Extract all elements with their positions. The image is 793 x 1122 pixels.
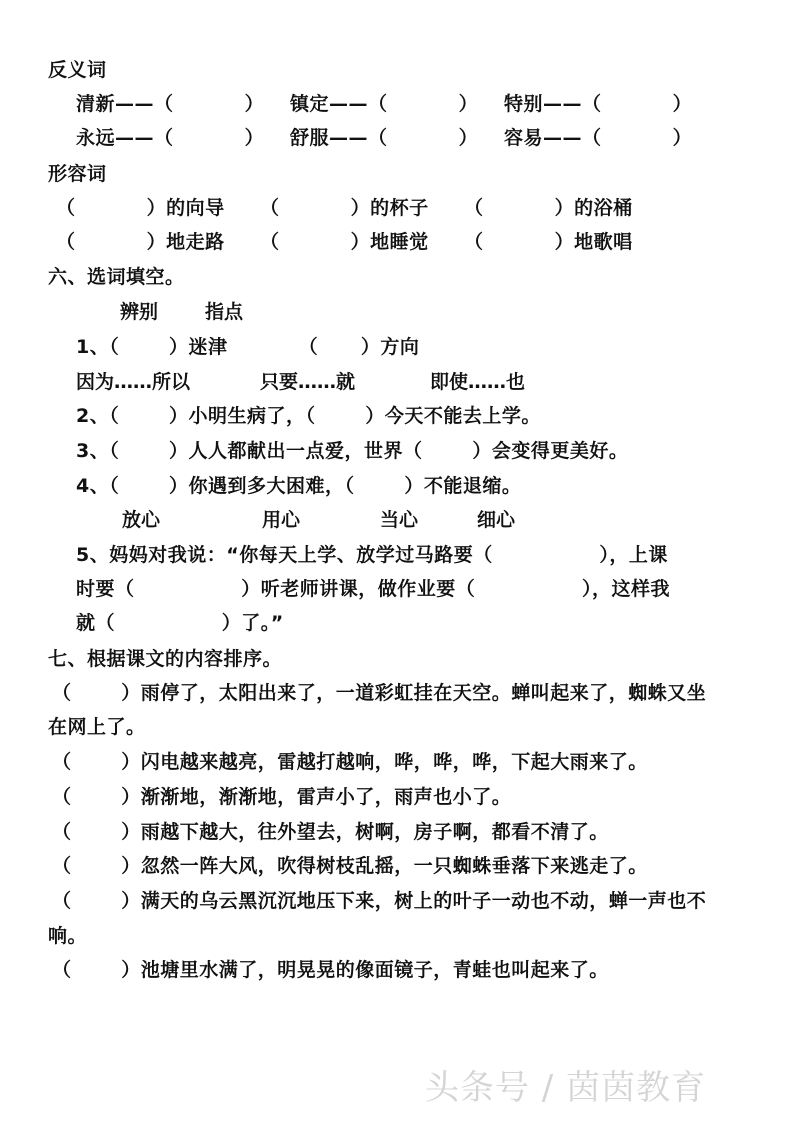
ordering-item: （ ）雨停了，太阳出来了，一道彩虹挂在天空。蝉叫起来了，蜘蛛又坐 — [52, 682, 707, 704]
ordering-item: （ ）闪电越来越亮，雷越打越响，哗，哗，哗，下起大雨来了。 — [52, 751, 648, 773]
section7-heading: 七、根据课文的内容排序。 — [48, 648, 283, 670]
word-choice: 当心 — [380, 509, 419, 531]
ordering-item: （ ）渐渐地，渐渐地，雷声小了，雨声也小了。 — [52, 786, 512, 808]
ordering-item-continued: 响。 — [48, 925, 88, 947]
word-choice: 放心 — [122, 509, 161, 531]
ordering-item: （ ）雨越下越大，往外望去，树啊，房子啊，都看不清了。 — [52, 821, 609, 843]
word-choice: 只要……就 — [260, 371, 356, 393]
antonyms-heading: 反义词 — [48, 59, 107, 81]
watermark: 头条号 / 茵茵教育 — [425, 1068, 707, 1108]
ordering-item: （ ）池塘里水满了，明晃晃的像面镜子，青蛙也叫起来了。 — [52, 959, 609, 981]
word-choice: 细心 — [477, 509, 516, 531]
question-5-line: 5、妈妈对我说：“你每天上学、放学过马路要（ ），上课 — [76, 544, 668, 566]
antonym-item: 容易——（ ） — [504, 127, 693, 149]
ordering-item-continued: 在网上了。 — [48, 716, 146, 738]
ordering-item: （ ）满天的乌云黑沉沉地压下来，树上的叶子一动也不动，蝉一声也不 — [52, 890, 707, 912]
word-choice: 即使……也 — [430, 371, 526, 393]
word-choice: 因为……所以 — [76, 371, 191, 393]
antonym-item: 永远——（ ） — [76, 127, 265, 149]
antonym-item: 特别——（ ） — [504, 93, 693, 115]
adjective-item: （ ）地歌唱 — [464, 231, 633, 253]
section6-heading: 六、选词填空。 — [48, 266, 185, 288]
adjective-item: （ ）地睡觉 — [260, 231, 429, 253]
question-5-line: 就（ ）了。” — [76, 612, 284, 634]
question-5-line: 时要（ ）听老师讲课，做作业要（ ），这样我 — [76, 578, 670, 600]
question-1: 1、（ ）迷津 （ ）方向 — [76, 336, 420, 358]
ordering-item: （ ）忽然一阵大风，吹得树枝乱摇，一只蜘蛛垂落下来逃走了。 — [52, 855, 648, 877]
word-choice: 指点 — [205, 301, 244, 323]
antonym-item: 镇定——（ ） — [290, 93, 479, 115]
antonym-item: 舒服——（ ） — [290, 127, 479, 149]
question-4: 4、（ ）你遇到多大困难，（ ）不能退缩。 — [76, 475, 522, 497]
word-choice: 用心 — [262, 509, 301, 531]
adjectives-heading: 形容词 — [48, 163, 107, 185]
adjective-item: （ ）地走路 — [56, 231, 225, 253]
adjective-item: （ ）的向导 — [56, 197, 225, 219]
question-2: 2、（ ）小明生病了，（ ）今天不能去上学。 — [76, 405, 541, 427]
antonym-item: 清新——（ ） — [76, 93, 265, 115]
adjective-item: （ ）的杯子 — [260, 197, 429, 219]
word-choice: 辨别 — [120, 301, 159, 323]
question-3: 3、（ ）人人都献出一点爱，世界（ ）会变得更美好。 — [76, 440, 629, 462]
adjective-item: （ ）的浴桶 — [464, 197, 633, 219]
